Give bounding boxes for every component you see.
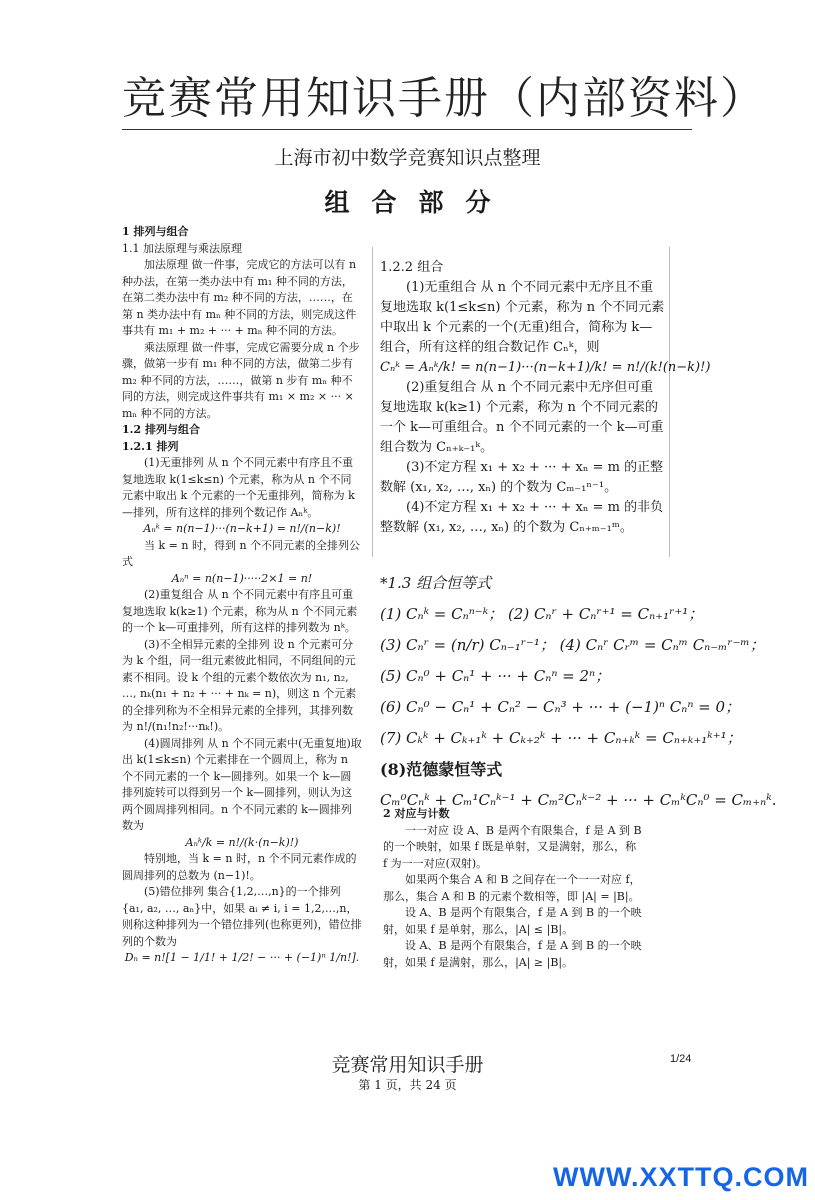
paragraph: (1)无重组合 从 n 个不同元素中无序且不重复地选取 k(1≤k≤n) 个元素，称为 n 个不同元素中取出 k 个元素的一个(无重)组合，简称为 k—组合，所有这样的组合数记作 Cₙᵏ，则 [380,280,665,355]
section-heading: 组合部分 [324,188,513,217]
paragraph: Aₙᵏ/k = n!/(k·(n−k)!) [185,835,299,849]
paragraph: (2)重复组合 从 n 个不同元素中有序且可重复地选取 k(k≥1) 个元素，称为从 n 个不同元素的一个 k—可重排列，所有这样的排列数为 nᵏ。 [122,588,358,634]
paragraph: Aₙᵏ = n(n−1)···(n−k+1) = n!/(n−k)! [143,522,341,535]
paragraph: 当 k = n 时，得到 n 个不同元素的全排列公式 [122,538,361,568]
paragraph: (5)错位排列 集合{1,2,…,n}的一个排列{a₁, a₂, …, aₙ}中，如果 aᵢ ≠ i, i = 1,2,…,n，则称这种排列为一个错位排列(也称更列)，错位排列的个数为 [122,885,362,948]
paragraph: (4)不定方程 x₁ + x₂ + ··· + xₙ = m 的非负整数解 (x₁, x₂, …, xₙ) 的个数为 Cₙ₊ₘ₋₁ᵐ。 [380,500,664,535]
paragraph: Cₘ⁰Cₙᵏ + Cₘ¹Cₙᵏ⁻¹ + Cₘ²Cₙᵏ⁻² + ··· + CₘᵏCₙ⁰ = Cₘ₊ₙᵏ. [380,791,777,809]
paragraph: (3) Cₙʳ = (n/r) Cₙ₋₁ʳ⁻¹； (4) Cₙʳ Cᵣᵐ = Cₙᵐ Cₙ₋ₘʳ⁻ᵐ； [380,636,765,654]
paragraph: Dₙ = n![1 − 1/1! + 1/2! − ··· + (−1)ⁿ 1/n!]. [124,951,360,964]
page-number: 1/24 [670,1053,692,1065]
paragraph: (2)重复组合 从 n 个不同元素中无序但可重复地选取 k(k≥1) 个元素，称为 n 个不同元素的一个 k—可重组合。n 个不同元素的一个 k—可重组合数为 Cₙ₊ₖ₋₁ᵏ。 [380,380,664,455]
paragraph: (4)圆周排列 从 n 个不同元素中(无重复地)取出 k(1≤k≤n) 个元素排在一个圆周上，称为 n 个不同元素的一个 k—圆排列。如果一个 k—圆排列旋转可以得到另一个 k—圆排列，则认为这两个圆周排列相同。n 个不同元素的 k—圆排列数为 [122,736,362,832]
title-underline [122,129,692,130]
page-info: 第 1 页，共 24 页 [358,1078,457,1092]
footer-title: 竞赛常用知识手册 [331,1054,484,1076]
paragraph: 2 对应与计数 [383,807,450,820]
paragraph: (1)无重排列 从 n 个不同元素中有序且不重复地选取 k(1≤k≤n) 个元素，称为从 n 个不同元素中取出 k 个元素的一个无重排列，简称为 k—排列，所有这样的排列个数记作 Aₙᵏ。 [122,456,355,519]
paragraph: 设 A、B 是两个有限集合，f 是 A 到 B 的一个映射，如果 f 是单射，那么，|A| ≤ |B|。 [383,906,642,936]
paragraph: *1.3 组合恒等式 [380,574,492,592]
paragraph: (6) Cₙ⁰ − Cₙ¹ + Cₙ² − Cₙ³ + ··· + (−1)ⁿ Cₙⁿ = 0； [380,698,741,716]
paragraph: 1 排列与组合 [122,225,189,238]
paragraph: (1) Cₙᵏ = Cₙⁿ⁻ᵏ； (2) Cₙʳ + Cₙʳ⁺¹ = Cₙ₊₁ʳ⁺¹； [380,605,704,623]
paragraph: 1.1 加法原理与乘法原理 [122,241,242,255]
paragraph: Cₙᵏ = Aₙᵏ/k! = n(n−1)···(n−k+1)/k! = n!/(k!(n−k)!) [380,360,711,375]
paragraph: 特别地，当 k = n 时，n 个不同元素作成的圆周排列的总数为 (n−1)!。 [122,852,357,882]
correspondence-block [383,806,643,971]
paragraph: (3)不定方程 x₁ + x₂ + ··· + xₙ = m 的正整数解 (x₁, x₂, …, xₙ) 的个数为 Cₘ₋₁ⁿ⁻¹。 [380,460,664,495]
left-column [122,224,362,967]
combination-block [380,258,711,538]
paragraph: (3)不全相异元素的全排列 设 n 个元素可分为 k 个组，同一组元素彼此相同，不同组间的元素不相同。设 k 个组的元素个数依次为 n₁, n₂, …, nₖ(n₁ + n₂ + ··· + nₖ = n)，则这 n 个元素的全排列称为不全相异元素的全排列，其排列数为 n!/(n₁!n₂!···nₖ!)。 [122,637,357,733]
paragraph: 加法原理 做一件事，完成它的方法可以有 n 种办法，在第一类办法中有 m₁ 种不同的方法，在第二类办法中有 m₂ 种不同的方法，……，在第 n 类办法中有 mₙ 种不同的方法，则完成这件事共有 m₁ + m₂ + ··· + mₙ 种不同的方法。 [122,258,357,337]
paragraph: (5) Cₙ⁰ + Cₙ¹ + ··· + Cₙⁿ = 2ⁿ； [380,667,611,685]
paragraph: 如果两个集合 A 和 B 之间存在一个一一对应 f，那么，集合 A 和 B 的元素个数相等，即 |A| = |B|。 [383,873,641,903]
paragraph: (7) Cₖᵏ + Cₖ₊₁ᵏ + Cₖ₊₂ᵏ + ··· + Cₙ₊ₖᵏ = Cₙ₊ₖ₊₁ᵏ⁺¹； [380,729,742,747]
identities-block [380,568,777,816]
document-title: 竞赛常用知识手册（内部资料） [122,73,766,124]
paragraph: 设 A、B 是两个有限集合，f 是 A 到 B 的一个映射，如果 f 是满射，那么，|A| ≥ |B|。 [383,939,642,969]
paragraph: 一一对应 设 A、B 是两个有限集合，f 是 A 到 B 的一个映射，如果 f 既是单射，又是满射，那么，称 f 为一一对应(双射)。 [383,823,642,870]
paragraph: 1.2 排列与组合 [122,423,200,436]
paragraph: 1.2.1 排列 [122,439,179,453]
paragraph: Aₙⁿ = n(n−1)·····2×1 = n! [171,571,313,585]
watermark: WWW.XXTTQ.COM [553,1162,809,1192]
paragraph: (8)范德蒙恒等式 [380,760,503,779]
document-subtitle: 上海市初中数学竞赛知识点整理 [274,147,541,169]
paragraph: 1.2.2 组合 [380,260,444,275]
paragraph: 乘法原理 做一件事，完成它需要分成 n 个步骤，做第一步有 m₁ 种不同的方法，做第二步有 m₂ 种不同的方法，……，做第 n 步有 mₙ 种不同的方法，则完成这件事共有 m₁ × m₂ × ··· × mₙ 种不同的方法。 [122,340,360,420]
